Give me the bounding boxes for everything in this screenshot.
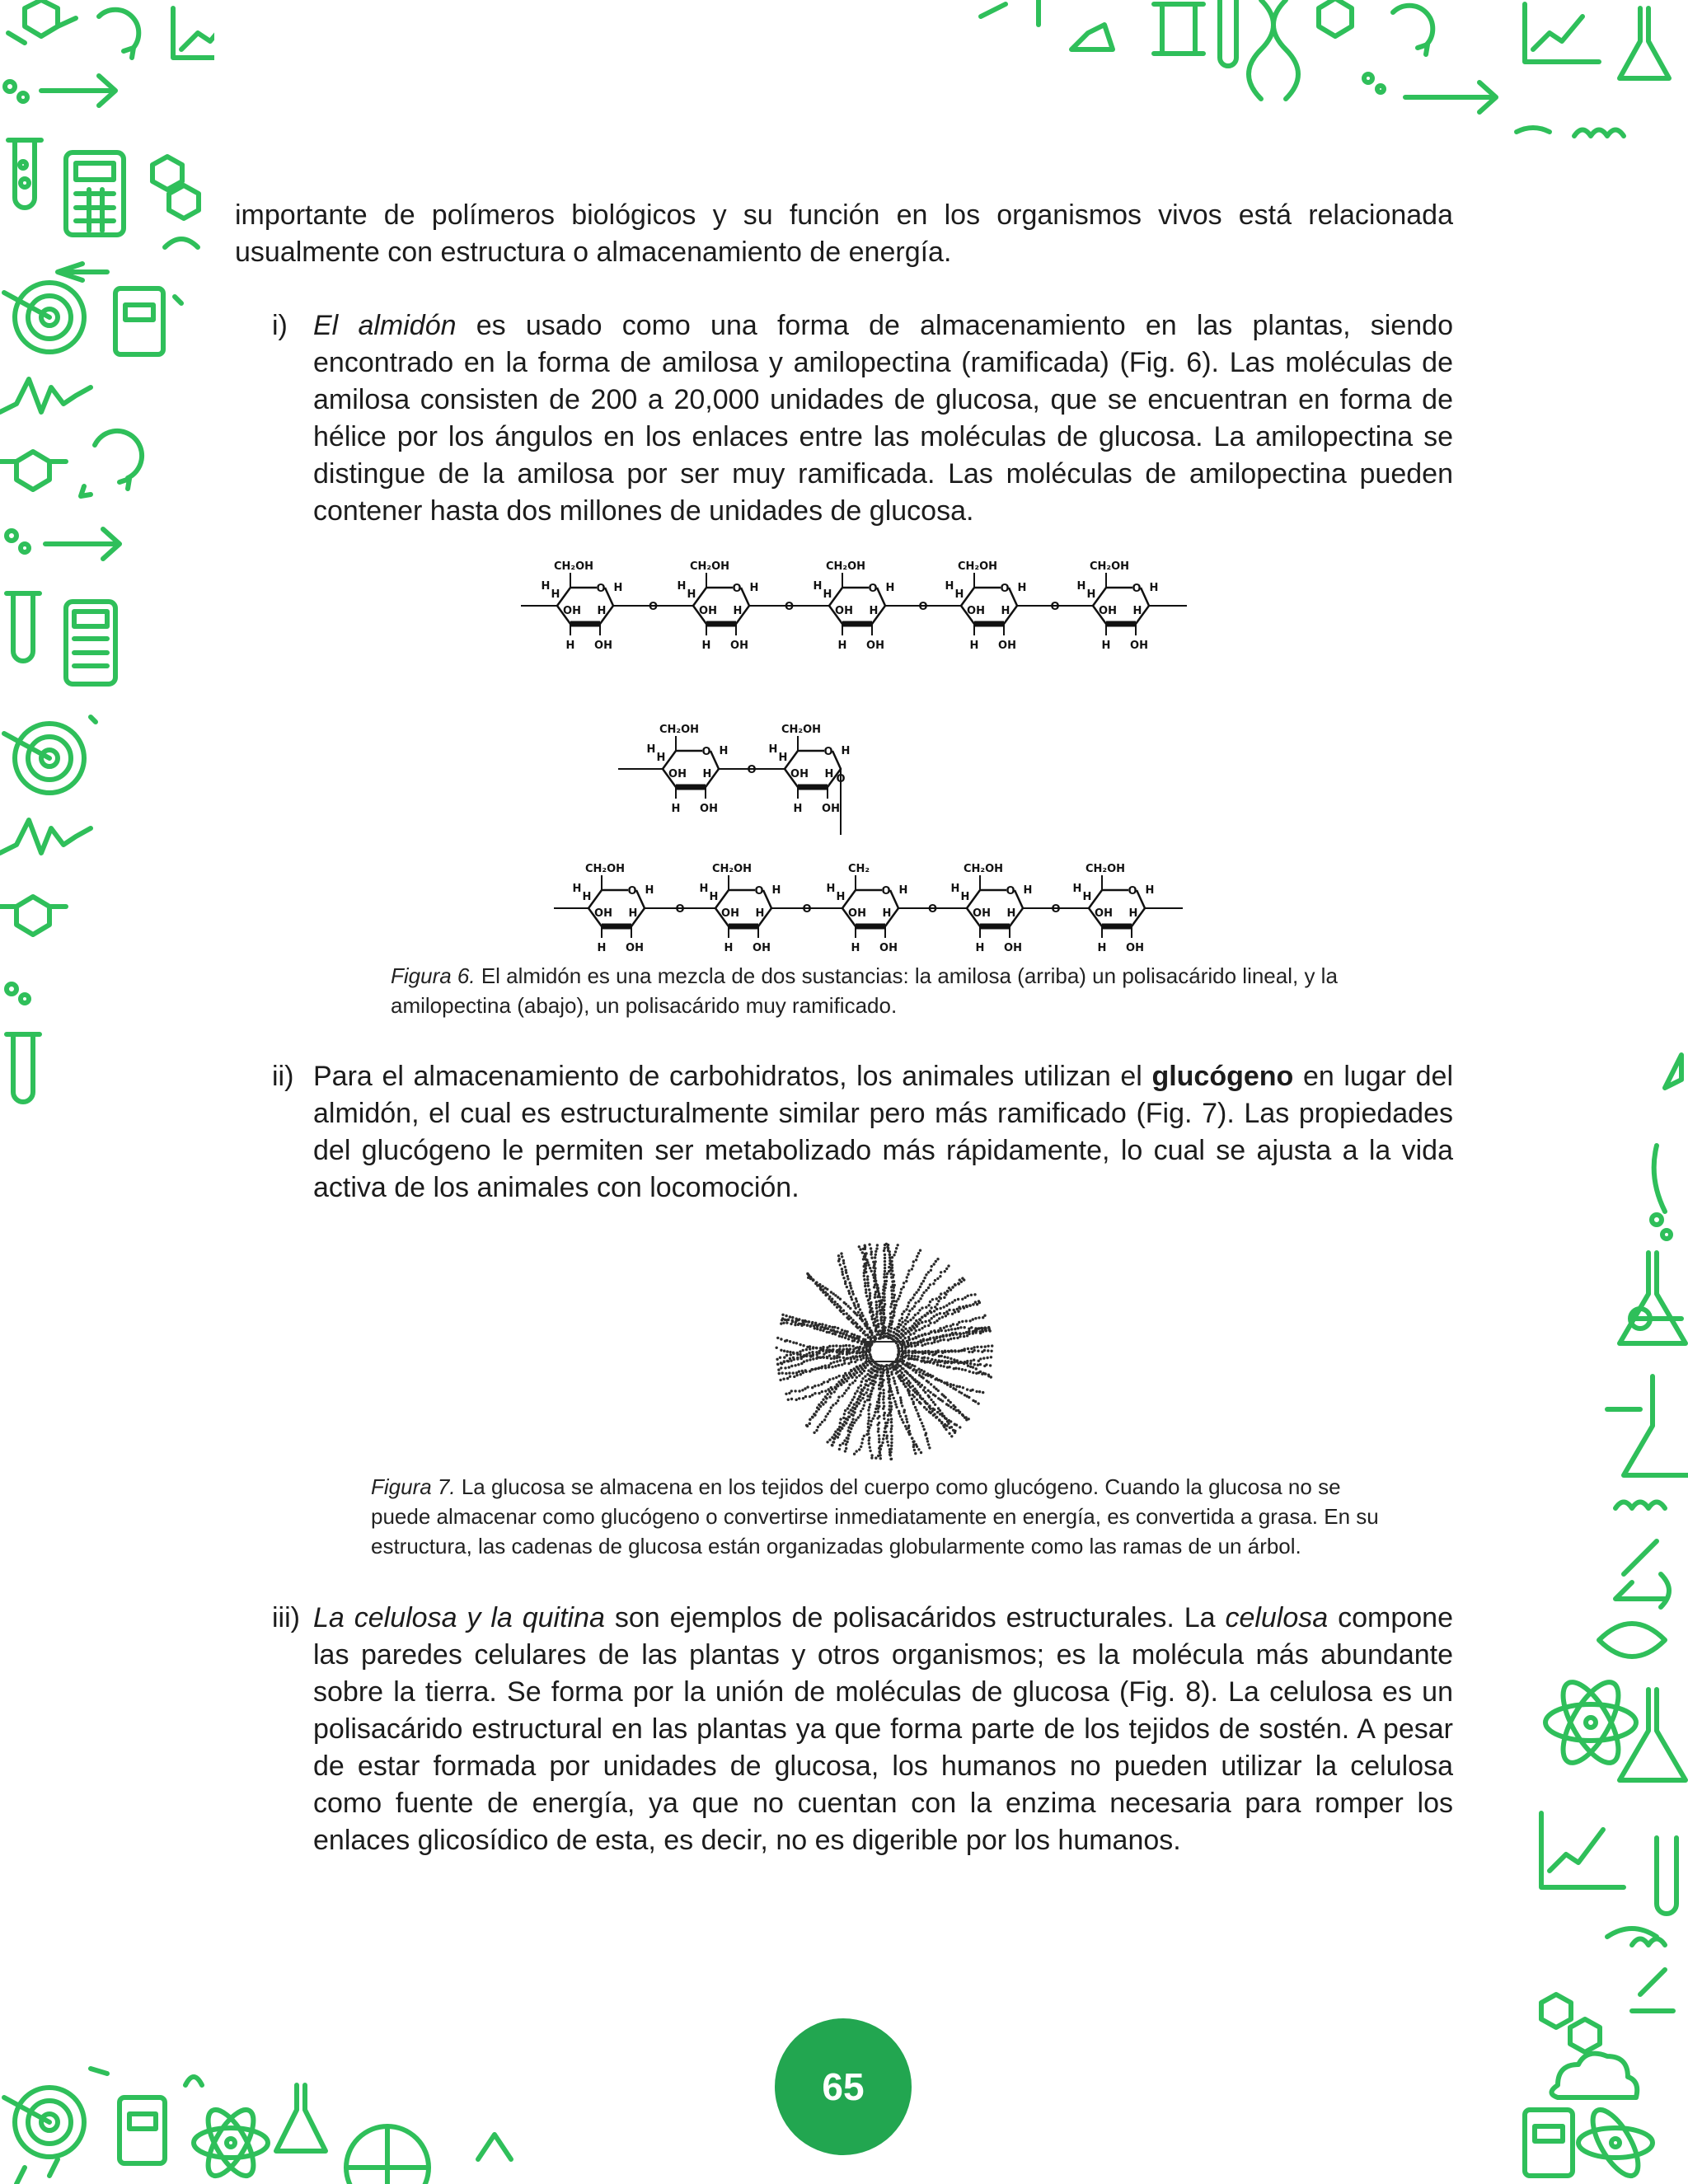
hydroxyl-label: OH — [1099, 605, 1117, 617]
hydroxyl-label: OH — [721, 907, 739, 920]
figure-7-drawing — [765, 1238, 1004, 1469]
hydrogen-label: H — [954, 588, 964, 601]
hydrogen-label: H — [1076, 580, 1086, 593]
hydrogen-label: H — [1145, 884, 1155, 897]
list-item-celulosa — [272, 1600, 1453, 1859]
hydrogen-label: H — [572, 883, 582, 895]
item-text-mid: son ejemplos de polisacáridos estructurales. La — [604, 1602, 1226, 1633]
ch2oh-label: CH₂OH — [1085, 863, 1126, 875]
intro-paragraph — [235, 197, 1453, 271]
ch2oh-label: CH₂OH — [963, 863, 1004, 875]
hydrogen-label: H — [687, 588, 696, 601]
hydroxyl-label: OH — [730, 640, 748, 652]
list-item-almidon — [272, 307, 1453, 530]
hydrogen-label: H — [582, 891, 592, 903]
glycosidic-oxygen-label: O — [802, 903, 812, 916]
top-doodle-border — [948, 0, 1688, 157]
item-text: es usado como una forma de almacenamiento en las plantas, siendo encontrado en la forma de amilosa y amilopectina (ramificada) (Fig. 6). Las moléculas de amilosa consisten de 200 a 20,000 unidades de glucosa, que se encuentran en forma de hélice por los ángulos en los enlaces entre las moléculas de glucosa. La amilopectina se distingue de la amilosa por ser muy ramificada. Las moléculas de amilopectina pueden contener hasta dos millones de unidades de glucosa. — [313, 310, 1454, 527]
ring-oxygen-label: O — [732, 583, 742, 595]
hydroxyl-label: OH — [822, 803, 840, 815]
hydrogen-label: H — [1149, 582, 1159, 594]
figure-7-caption-text: La glucosa se almacena en los tejidos del cuerpo como glucógeno. Cuando la glucosa no se puede almacenar como glucógeno o convertirse inmediatamente en energía, es convertida a grasa. En su estructura, las cadenas de glucosa están organizadas globularmente como las ramas de un árbol. — [371, 1474, 1379, 1558]
hydrogen-label: H — [677, 580, 687, 593]
hydroxyl-label: OH — [594, 640, 612, 652]
hydrogen-label: H — [1017, 582, 1027, 594]
hydrogen-label: H — [597, 942, 607, 954]
hydrogen-label: H — [1082, 891, 1092, 903]
hydrogen-label: H — [826, 883, 836, 895]
hydrogen-label: H — [755, 907, 765, 920]
hydroxyl-label: OH — [668, 768, 687, 780]
hydrogen-label: H — [969, 640, 979, 652]
hydrogen-label: H — [823, 588, 832, 601]
hydrogen-label: H — [837, 640, 847, 652]
hydrogen-label: H — [945, 580, 954, 593]
ring-oxygen-label: O — [1000, 583, 1010, 595]
hydrogen-label: H — [1132, 605, 1142, 617]
ring-oxygen-label: O — [1006, 885, 1015, 898]
glycogen-chains — [776, 1243, 994, 1460]
page-number: 65 — [822, 2065, 865, 2108]
ch2oh-label: CH₂OH — [711, 863, 753, 875]
glycosidic-oxygen-label: O — [648, 601, 659, 613]
figure-6-starch-structures — [511, 527, 1220, 956]
ring-oxygen-label: O — [754, 885, 764, 898]
hydroxyl-label: OH — [1126, 942, 1144, 954]
hydrogen-label: H — [1006, 907, 1016, 920]
hydroxyl-label: OH — [753, 942, 771, 954]
item-body — [313, 1058, 1453, 1207]
glycosidic-oxygen-label: O — [927, 903, 938, 916]
hydrogen-label: H — [975, 942, 985, 954]
item-number: iii) — [272, 1602, 300, 1633]
hydroxyl-label: OH — [967, 605, 985, 617]
hydrogen-label: H — [1101, 640, 1111, 652]
hydrogen-label: H — [824, 768, 834, 780]
hydrogen-label: H — [813, 580, 823, 593]
hydrogen-label: H — [771, 884, 781, 897]
hydrogen-label: H — [1072, 883, 1082, 895]
figure-6-caption — [391, 961, 1404, 1020]
hydrogen-label: H — [898, 884, 908, 897]
bottom-doodle-border — [0, 2052, 593, 2184]
hydrogen-label: H — [628, 907, 638, 920]
hydroxyl-label: OH — [1130, 640, 1148, 652]
hydrogen-label: H — [719, 745, 729, 757]
list-item-glucogeno — [272, 1058, 1453, 1207]
ch2oh-label: CH₂OH — [689, 560, 730, 573]
glycosidic-oxygen-label: O — [1051, 903, 1061, 916]
ch2oh-label: CH₂OH — [1089, 560, 1130, 573]
right-doodle-border — [1508, 1047, 1688, 2184]
hydroxyl-label: OH — [998, 640, 1016, 652]
hydrogen-label: H — [645, 884, 654, 897]
hydrogen-label: H — [1097, 942, 1107, 954]
figure-6-caption-label: Figura 6. — [391, 963, 476, 988]
hydrogen-label: H — [869, 605, 879, 617]
item-number: i) — [272, 310, 288, 341]
hydrogen-label: H — [699, 883, 709, 895]
hydroxyl-label: OH — [866, 640, 884, 652]
glycosidic-oxygen-label: O — [1050, 601, 1060, 613]
ch2oh-label: CH₂OH — [781, 724, 822, 736]
ring-oxygen-label: O — [1132, 583, 1142, 595]
hydrogen-label: H — [656, 752, 666, 764]
hydroxyl-label: OH — [835, 605, 853, 617]
hydrogen-label: H — [960, 891, 970, 903]
item-text-after: compone las paredes celulares de las plantas y otros organismos; es la molécula más abundante sobre la tierra. Se forma por la unión de moléculas de glucosa (Fig. 8). La celulosa es un polisacárido estructural en las plantas ya que forma parte de los tejidos de sostén. A pesar de estar formada por unidades de glucosa, los humanos no pueden utilizar la celulosa como fuente de energía, ya que no cuentan con la enzima necesaria para romper los enlaces glicosídico de esta, es decir, no es digerible por los humanos. — [313, 1602, 1453, 1856]
hydrogen-label: H — [778, 752, 788, 764]
item-lead-italic: La celulosa y la quitina — [313, 1602, 605, 1633]
ring-oxygen-label: O — [701, 746, 711, 758]
ch2oh-label: CH₂OH — [957, 560, 998, 573]
item-lead-italic: El almidón — [313, 310, 457, 341]
ring-oxygen-label: O — [868, 583, 878, 595]
hydrogen-label: H — [541, 580, 551, 593]
item-body — [313, 307, 1453, 530]
hydrogen-label: H — [613, 582, 623, 594]
page-number-badge — [775, 2018, 912, 2155]
figure-6-caption-text: El almidón es una mezcla de dos sustancias: la amilosa (arriba) un polisacárido lineal, y la amilopectina (abajo), un polisacárido muy ramificado. — [391, 963, 1338, 1018]
ring-oxygen-label: O — [1128, 885, 1137, 898]
hydroxyl-label: OH — [848, 907, 866, 920]
hydrogen-label: H — [793, 803, 803, 815]
hydrogen-label: H — [1086, 588, 1096, 601]
glycosidic-oxygen-label: O — [675, 903, 685, 916]
item-text-before: Para el almacenamiento de carbohidratos, los animales utilizan el — [313, 1061, 1152, 1092]
hydrogen-label: H — [597, 605, 607, 617]
hydroxyl-label: OH — [790, 768, 809, 780]
hydroxyl-label: OH — [700, 803, 718, 815]
hydrogen-label: H — [836, 891, 846, 903]
hydroxyl-label: OH — [563, 605, 581, 617]
intro-text: importante de polímeros biológicos y su función en los organismos vivos está relacionada usualmente con estructura o almacenamiento de energía. — [235, 199, 1453, 268]
glycosidic-oxygen-label: O — [747, 764, 757, 776]
item-italic-term: celulosa — [1225, 1602, 1329, 1633]
hydroxyl-label: OH — [699, 605, 717, 617]
hydrogen-label: H — [551, 588, 560, 601]
hydrogen-label: H — [709, 891, 719, 903]
hydrogen-label: H — [701, 640, 711, 652]
figure-7-caption-label: Figura 7. — [371, 1474, 456, 1499]
glycosidic-oxygen-label: O — [918, 601, 928, 613]
hydrogen-label: H — [1128, 907, 1138, 920]
hydrogen-label: H — [768, 743, 778, 756]
figure-7-caption — [371, 1472, 1401, 1561]
glycosidic-oxygen-label: O — [784, 601, 795, 613]
ring-oxygen-label: O — [881, 885, 891, 898]
item-text-after: en lugar del almidón, el cual es estructuralmente similar pero más ramificado (Fig. 7). Las propiedades del glucógeno le permiten ser metabolizado más rápidamente, lo cual se ajusta a la vida activa de los animales con locomoción. — [313, 1061, 1454, 1203]
figure-7-glycogen-granule — [765, 1238, 1004, 1469]
ch2oh-label: CH₂OH — [553, 560, 594, 573]
hydrogen-label: H — [1023, 884, 1033, 897]
item-bold-term: glucógeno — [1151, 1061, 1294, 1092]
hydroxyl-label: OH — [879, 942, 898, 954]
ch2oh-label: CH₂OH — [659, 724, 700, 736]
hydrogen-label: H — [646, 743, 656, 756]
hydroxyl-label: OH — [594, 907, 612, 920]
hydroxyl-label: OH — [1095, 907, 1113, 920]
hydrogen-label: H — [733, 605, 743, 617]
hydrogen-label: H — [724, 942, 734, 954]
hydrogen-label: H — [565, 640, 575, 652]
item-number: ii) — [272, 1061, 294, 1092]
hydrogen-label: H — [1001, 605, 1010, 617]
hydrogen-label: H — [841, 745, 851, 757]
ch2oh-label: CH₂OH — [584, 863, 626, 875]
hydrogen-label: H — [749, 582, 759, 594]
ch2oh-label: CH₂OH — [825, 560, 866, 573]
hydroxyl-label: OH — [973, 907, 991, 920]
hydrogen-label: H — [851, 942, 860, 954]
hydrogen-label: H — [702, 768, 712, 780]
ring-oxygen-label: O — [823, 746, 833, 758]
ring-oxygen-label: O — [596, 583, 606, 595]
hydroxyl-label: OH — [626, 942, 644, 954]
branch-oxygen-label: O — [836, 773, 846, 785]
hydrogen-label: H — [671, 803, 681, 815]
ring-oxygen-label: O — [627, 885, 637, 898]
hydrogen-label: H — [882, 907, 892, 920]
hydroxyl-label: OH — [1004, 942, 1022, 954]
left-doodle-border — [0, 0, 214, 1121]
ch2oh-label: CH₂ — [847, 863, 870, 875]
item-body — [313, 1600, 1453, 1859]
hydrogen-label: H — [950, 883, 960, 895]
hydrogen-label: H — [885, 582, 895, 594]
figure-6-drawing — [511, 527, 1220, 956]
